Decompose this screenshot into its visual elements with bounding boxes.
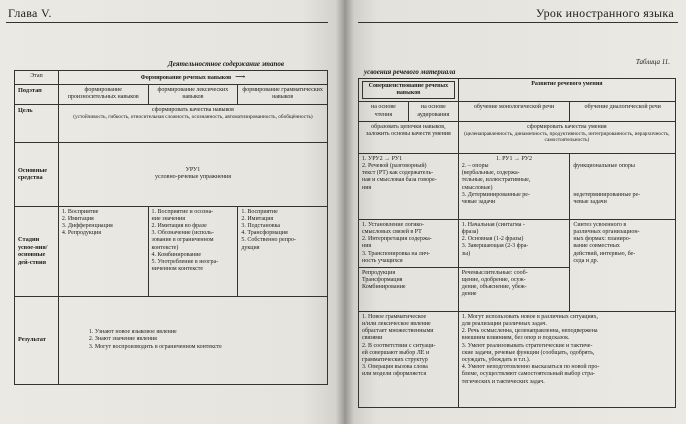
- operations-col-2: [458, 267, 570, 311]
- right-table: [358, 78, 676, 408]
- table-row: [15, 71, 328, 85]
- arrow-right-icon: ⟶: [235, 73, 246, 81]
- list-item: 2. – опоры: [461, 162, 489, 169]
- list-item: 4. Комбинирование: [151, 251, 202, 258]
- list-item: ниченном контексте: [151, 266, 204, 273]
- list-item: 2. Интерпретация содержа-: [362, 236, 432, 243]
- table-row: [359, 311, 676, 407]
- subheader-dialogue: обучение диалогической речи: [570, 102, 676, 121]
- result-col-1: [359, 311, 459, 407]
- running-head-right: Урок иностранного языка: [535, 6, 674, 20]
- list-item: щение, одобрение, осуж-: [461, 277, 526, 284]
- list-item: грамматических структур: [362, 357, 428, 363]
- list-item: ная и смысловая база говоре-: [362, 177, 437, 184]
- list-item: обрастает множественными: [362, 328, 434, 335]
- list-item: 3. Завершающая (2-3 фра-: [461, 243, 529, 250]
- list-item: 3. Подстановка: [241, 222, 281, 229]
- right-page: [344, 0, 686, 424]
- list-item: Речемыслительные: сооб-: [461, 269, 528, 276]
- list-item: и/или лексическое явление: [362, 321, 431, 328]
- table-row: [359, 121, 676, 153]
- goal-col-2: [458, 121, 675, 153]
- means-line-1: УРУ1: [185, 166, 201, 173]
- right-table-title: усвоения речевого материала: [364, 68, 456, 76]
- list-item: дение: [461, 291, 477, 298]
- list-item: седа и др.: [573, 257, 599, 264]
- header-col-1: [359, 79, 459, 102]
- list-item: 4. Умеют неподготовленно высказаться по новой про-: [461, 364, 600, 371]
- list-item: зование в ограниченном: [151, 237, 214, 244]
- list-item: 1. Новое грамматическое: [362, 313, 427, 320]
- result-cell: [58, 296, 327, 384]
- table-row: [15, 142, 328, 206]
- table-row: [15, 104, 328, 142]
- list-item: ных формах: планиро-: [573, 236, 631, 243]
- goal-cell: [58, 104, 327, 142]
- table-row: [15, 85, 328, 104]
- header-rule-right: [358, 22, 678, 23]
- list-item: осуждать, убеждать и т.п.).: [461, 357, 531, 363]
- stage-value-text: Формирование речевых навыков: [140, 75, 232, 81]
- means-col-3: [570, 153, 676, 219]
- list-item: Репродукция: [362, 269, 396, 276]
- left-table: [14, 70, 328, 385]
- list-item: 1. Могут использовать новое в различных ситуациях,: [461, 313, 598, 320]
- header-col-1-text: Совершенствование речевых навыков: [362, 81, 455, 99]
- list-item: 1. Установление логико-: [362, 221, 425, 228]
- list-item: 1. Начальная (синтагма -: [461, 221, 525, 228]
- goal-col-2-title: сформировать качества умения: [527, 123, 607, 130]
- subheader-listening: на основе аудирования: [408, 102, 458, 121]
- list-item: 2. Знают значение явления: [88, 336, 157, 343]
- list-item: 1. Восприятие: [61, 208, 99, 215]
- stages-col-1: [58, 206, 148, 296]
- list-item: Комбинирование: [362, 284, 406, 291]
- list-item: 2. Речь осмысленна, целенаправленна, неподвержена: [461, 328, 598, 335]
- stages-col-3: [570, 219, 676, 311]
- stages-col-3: [238, 206, 328, 296]
- list-item: 3. Детерминированные ре-: [461, 191, 530, 198]
- list-item: 1. Восприятие и осозна-: [151, 208, 214, 215]
- running-head-left: Глава V.: [8, 6, 52, 20]
- list-item: ность учащихся: [362, 257, 403, 264]
- stages-col-2: [148, 206, 238, 296]
- list-item: функциональные опоры: [573, 162, 635, 169]
- means-line-2: условно-речевые упражнения: [154, 174, 231, 181]
- table-row: [15, 296, 328, 384]
- list-item: чевые задачи: [573, 198, 607, 205]
- list-item: ей совершают выбор ЛЕ и: [362, 349, 430, 356]
- stages-col-2: [458, 219, 570, 267]
- list-item: 1. УРУ2 → РУ1: [362, 155, 403, 162]
- list-item: 1. Узнают новое языковое явление: [88, 329, 177, 336]
- list-item: внешним влияниям, без опор и подсказок.: [461, 335, 570, 342]
- list-item: зы): [461, 250, 471, 257]
- list-item: тегических и тактических задач.: [461, 378, 545, 385]
- list-item: 4. Трансформация: [241, 230, 288, 237]
- list-item: блеме, осуществляют самостоятельный выбор стра-: [461, 371, 595, 378]
- goal-title: сформировать качества навыков: [151, 106, 235, 113]
- left-table-title: Деятельностное содержание этапов: [168, 60, 284, 68]
- list-item: (вербальные, содержа-: [461, 170, 520, 177]
- list-item: 5. Употребление в неогра-: [151, 258, 219, 265]
- list-item: или модели оформляется: [362, 371, 427, 378]
- operations-col-1: [359, 267, 459, 311]
- list-item: дение, объяснение, убеж-: [461, 284, 527, 291]
- substage-cell-2: формирование лексических навыков: [148, 85, 238, 104]
- list-item: дукция: [241, 244, 260, 251]
- table-row: [359, 153, 676, 219]
- list-item: 2. Речевой (разговорный): [362, 162, 427, 169]
- list-item: 3. Дифференциация: [61, 222, 113, 229]
- means-col-2: [458, 153, 570, 219]
- header-rule-left: [6, 22, 328, 23]
- means-label: Основные средства: [15, 142, 59, 206]
- subheader-reading: на основе чтения: [359, 102, 409, 121]
- list-item: ния: [362, 184, 372, 191]
- list-item: ния: [362, 243, 372, 250]
- table-row: [15, 206, 328, 296]
- list-item: недетерминированные ре-: [573, 191, 641, 198]
- goal-col-2-detail: (целенаправленность, динамичность, продуктивность, интегрированность, иерархичность, самостоятельность): [464, 130, 670, 144]
- substage-cell-3: формирование грамматических навыков: [238, 85, 328, 104]
- list-item: 1. Восприятие: [241, 208, 278, 215]
- list-item: 3. Операция вызова слова: [362, 364, 428, 371]
- list-item: контексте): [151, 244, 179, 251]
- goal-detail: (устойчивость, гибкость, относительная сложность, осознанность, автоматизированность, обобщённость): [73, 113, 313, 120]
- list-item: 3. Умеют реализовывать стратегические и тактиче-: [461, 342, 593, 349]
- list-item: 2. В соответствии с ситуаци-: [362, 342, 436, 349]
- table-row: [359, 219, 676, 267]
- goal-col-1: образовать цепочки навыков, заложить основы качеств умения: [359, 121, 459, 153]
- header-col-2: Развитие речевого умения: [458, 79, 675, 102]
- list-item: 2. Основная (1-2 фразы): [461, 236, 524, 243]
- means-cell: [58, 142, 327, 206]
- list-item: 3. Могут воспроизводить в ограниченном контексте: [88, 343, 222, 350]
- list-item: действий, интервью, бе-: [573, 250, 636, 257]
- result-label: Результат: [15, 296, 59, 384]
- list-item: 4. Репродукция: [61, 230, 102, 237]
- list-item: ние значения: [151, 215, 185, 222]
- list-item: различных организацион-: [573, 228, 640, 235]
- list-item: Трансформация: [362, 277, 403, 284]
- list-item: Синтез усвоенного в: [573, 221, 627, 228]
- table-number: Таблица 11.: [635, 58, 670, 66]
- list-item: 2. Имитация во фразе: [151, 222, 207, 229]
- substage-label: Подэтап: [15, 85, 59, 104]
- list-item: фраза): [461, 228, 479, 235]
- list-item: 3. Транспонировка на лич-: [362, 250, 431, 257]
- list-item: 3. Обозначение (исполь-: [151, 230, 214, 237]
- means-col-1: [359, 153, 459, 219]
- list-item: связями: [362, 335, 383, 342]
- list-item: 5. Собственно репро-: [241, 237, 296, 244]
- stage-label: Этап: [15, 71, 59, 85]
- list-item: 2. Имитация: [241, 215, 274, 222]
- list-item: смысловые): [461, 184, 493, 191]
- list-item: тельные, иллюстративные,: [461, 177, 531, 184]
- means-pru-line: 1. РУ1 → РУ2: [496, 155, 532, 162]
- stage-value: [58, 71, 327, 85]
- list-item: смысловых связей в РТ: [362, 228, 422, 235]
- table-row: [359, 102, 676, 121]
- list-item: чевые задачи: [461, 198, 496, 205]
- list-item: ские задачи, речевые функции (сообщать, одобрять,: [461, 349, 595, 356]
- book-gutter: [336, 0, 354, 424]
- list-item: 2. Имитация: [61, 215, 94, 222]
- list-item: вание совместных: [573, 243, 620, 250]
- goal-label: Цель: [15, 104, 59, 142]
- table-row: [359, 79, 676, 102]
- subheader-monologue: обучение монологической речи: [458, 102, 570, 121]
- list-item: для реализации различных задач.: [461, 321, 547, 328]
- list-item: текст (РТ) как содержатель-: [362, 170, 434, 177]
- result-col-2: [458, 311, 675, 407]
- substage-cell-1: формирование произносительных навыков: [58, 85, 148, 104]
- stages-col-1: [359, 219, 459, 267]
- stages-label: Стадии усвое-ния/основные дей-ствия: [15, 206, 59, 296]
